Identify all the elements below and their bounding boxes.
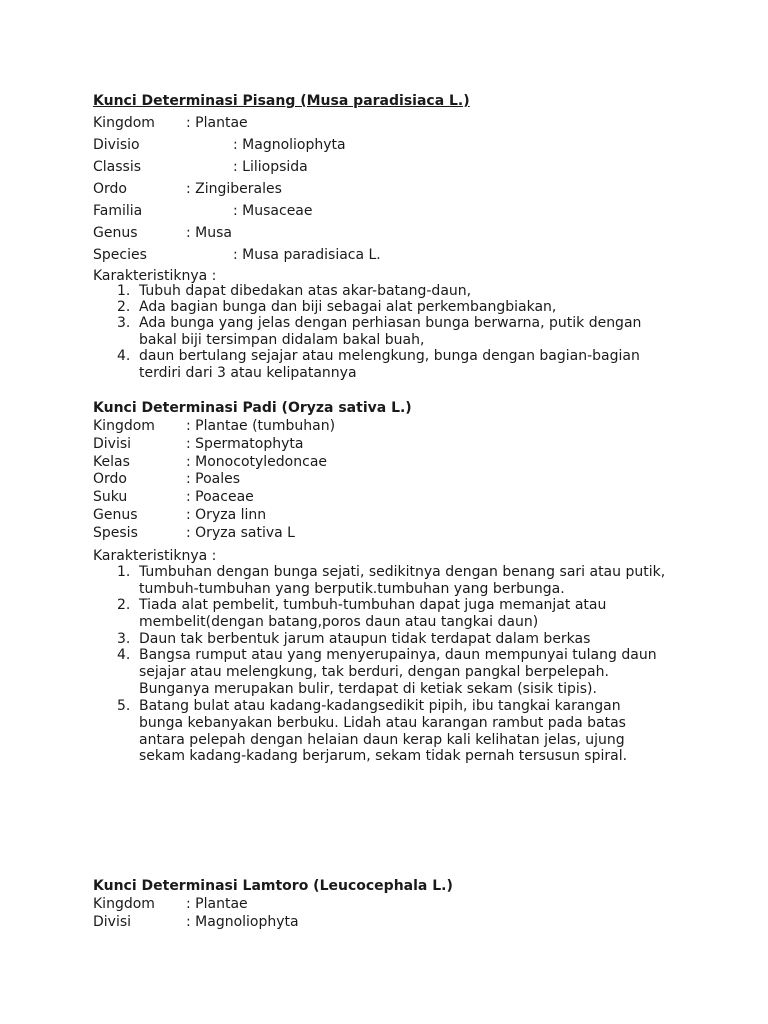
taxonomy-label: Kingdom bbox=[93, 418, 155, 434]
list-line: bunga kebanyakan berbuku. Lidah atau karangan rambut pada batas bbox=[139, 714, 626, 731]
taxonomy-value: : Musa paradisiaca L. bbox=[233, 247, 381, 263]
taxonomy-value: : Poaceae bbox=[186, 489, 254, 505]
characteristics-header: Karakteristiknya : bbox=[93, 548, 217, 564]
taxonomy-value: : Magnoliophyta bbox=[233, 137, 346, 153]
taxonomy-label: Classis bbox=[93, 159, 142, 175]
taxonomy-value: : Plantae bbox=[186, 115, 248, 131]
list-line: membelit(dengan batang,poros daun atau tangkai daun) bbox=[139, 613, 539, 630]
taxonomy-value: : Poales bbox=[186, 471, 241, 487]
taxonomy-value: : Plantae bbox=[186, 896, 248, 912]
taxonomy-value: : Liliopsida bbox=[233, 159, 308, 175]
section-title-lamtoro: Kunci Determinasi Lamtoro (Leucocephala L.) bbox=[93, 878, 453, 894]
taxonomy-label: Kingdom bbox=[93, 896, 155, 912]
list-line: tumbuh-tumbuhan yang berputik.tumbuhan yang berbunga. bbox=[139, 580, 565, 597]
taxonomy-label: Kelas bbox=[93, 454, 130, 470]
list-number: 3. bbox=[117, 315, 131, 331]
taxonomy-label: Suku bbox=[93, 489, 128, 505]
taxonomy-label: Ordo bbox=[93, 181, 127, 197]
list-line: Bunganya merupakan bulir, terdapat di ketiak sekam (sisik tipis). bbox=[139, 680, 597, 697]
list-line: Batang bulat atau kadang-kadangsedikit pipih, ibu tangkai karangan bbox=[139, 698, 621, 714]
list-line: Tubuh dapat dibedakan atas akar-batang-daun, bbox=[139, 283, 472, 299]
taxonomy-value: : Zingiberales bbox=[186, 181, 282, 197]
list-line: Daun tak berbentuk jarum ataupun tidak terdapat dalam berkas bbox=[139, 631, 591, 647]
list-line: Tumbuhan dengan bunga sejati, sedikitnya dengan benang sari atau putik, bbox=[139, 564, 666, 580]
list-line: sejajar atau melengkung, tak berduri, dengan pangkal berpelepah. bbox=[139, 663, 609, 680]
taxonomy-label: Familia bbox=[93, 203, 143, 219]
list-number: 4. bbox=[117, 348, 131, 364]
list-line: Tiada alat pembelit, tumbuh-tumbuhan dapat juga memanjat atau bbox=[139, 597, 607, 613]
list-number: 4. bbox=[117, 647, 131, 663]
characteristics-header: Karakteristiknya : bbox=[93, 268, 217, 284]
taxonomy-label: Ordo bbox=[93, 471, 127, 487]
taxonomy-value: : Musaceae bbox=[233, 203, 313, 219]
list-number: 3. bbox=[117, 631, 131, 647]
list-number: 5. bbox=[117, 698, 131, 714]
list-line: Ada bagian bunga dan biji sebagai alat perkembangbiakan, bbox=[139, 299, 557, 315]
taxonomy-value: : Magnoliophyta bbox=[186, 914, 299, 930]
taxonomy-label: Species bbox=[93, 247, 147, 263]
list-line: sekam kadang-kadang berjarum, sekam tidak pernah tersusun spiral. bbox=[139, 748, 628, 765]
list-line: terdiri dari 3 atau kelipatannya bbox=[139, 364, 357, 381]
taxonomy-label: Divisi bbox=[93, 436, 132, 452]
section-title-padi: Kunci Determinasi Padi (Oryza sativa L.) bbox=[93, 400, 412, 416]
taxonomy-label: Divisio bbox=[93, 137, 140, 153]
list-line: antara pelepah dengan helaian daun kerap kali kelihatan jelas, ujung bbox=[139, 731, 625, 748]
taxonomy-label: Genus bbox=[93, 225, 138, 241]
taxonomy-label: Spesis bbox=[93, 525, 138, 541]
taxonomy-value: : Plantae (tumbuhan) bbox=[186, 418, 336, 434]
list-number: 2. bbox=[117, 299, 131, 315]
list-line: daun bertulang sejajar atau melengkung, bunga dengan bagian-bagian bbox=[139, 348, 640, 364]
list-line: bakal biji tersimpan didalam bakal buah, bbox=[139, 331, 425, 348]
list-line: Bangsa rumput atau yang menyerupainya, daun mempunyai tulang daun bbox=[139, 647, 657, 663]
list-line: Ada bunga yang jelas dengan perhiasan bunga berwarna, putik dengan bbox=[139, 315, 642, 331]
taxonomy-value: : Monocotyledoncae bbox=[186, 454, 328, 470]
taxonomy-value: : Spermatophyta bbox=[186, 436, 304, 452]
taxonomy-label: Genus bbox=[93, 507, 138, 523]
taxonomy-label: Kingdom bbox=[93, 115, 155, 131]
list-number: 1. bbox=[117, 283, 131, 299]
section-title-pisang: Kunci Determinasi Pisang (Musa paradisiaca L.) bbox=[93, 93, 470, 109]
list-number: 2. bbox=[117, 597, 131, 613]
list-number: 1. bbox=[117, 564, 131, 580]
taxonomy-label: Divisi bbox=[93, 914, 132, 930]
taxonomy-value: : Oryza linn bbox=[186, 507, 267, 523]
taxonomy-value: : Musa bbox=[186, 225, 232, 241]
taxonomy-value: : Oryza sativa L bbox=[186, 525, 295, 541]
